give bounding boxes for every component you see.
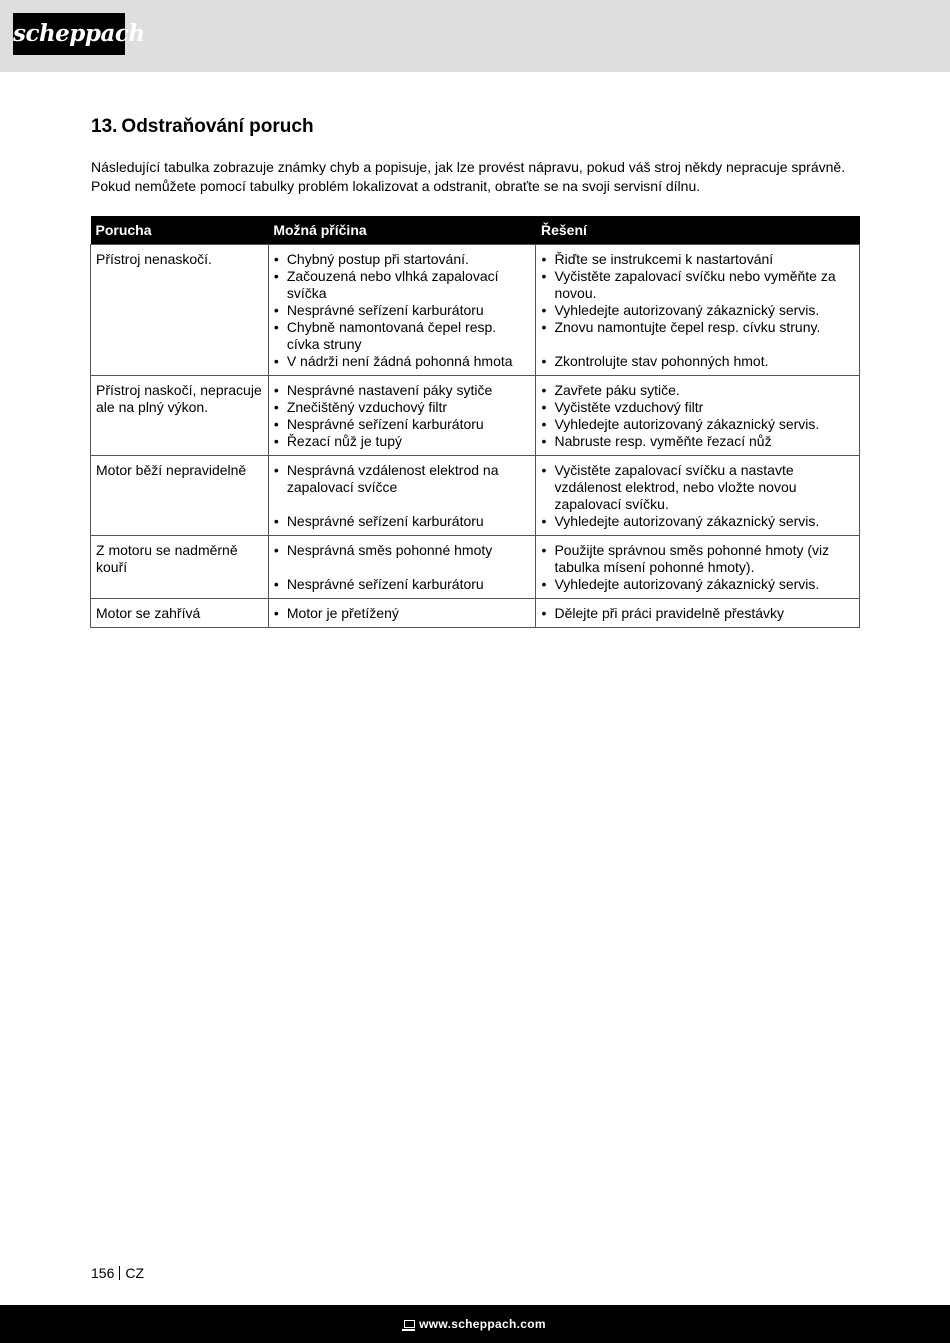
header-fault: Porucha	[91, 216, 269, 245]
cause-cell	[268, 456, 536, 536]
fault-cell: Motor se zahřívá	[91, 599, 269, 628]
section-number: 13.	[91, 116, 118, 137]
table-row	[91, 245, 860, 376]
solution-item: • Znovu namontujte čepel resp. cívku struny.	[541, 319, 854, 336]
solution-cell	[536, 245, 860, 376]
intro-paragraph: Následující tabulka zobrazuje známky chyb a popisuje, jak lze provést nápravu, pokud váš stroj někdy nepracuje správně. Pokud nemůžete pomocí tabulky problém lokalizovat a odstranit, obraťte se na svoji servisní dílnu.	[91, 159, 846, 194]
solution-cell	[536, 456, 860, 536]
solution-item: • Vyhledejte autorizovaný zákaznický servis.	[541, 416, 854, 433]
solution-item: • Vyčistěte zapalovací svíčku nebo vyměňte za novou.	[541, 268, 854, 302]
solution-item: • Vyčistěte vzduchový filtr	[541, 399, 854, 416]
table-row	[91, 599, 860, 628]
fault-cell: Z motoru se nadměrně kouří	[91, 536, 269, 599]
cause-item: • Chybný postup při startování.	[274, 251, 531, 268]
troubleshooting-table	[90, 216, 860, 628]
table-header-row	[91, 216, 860, 245]
cause-item: • Nesprávné seřízení karburátoru	[274, 513, 531, 530]
solution-item: • Vyhledejte autorizovaný zákaznický servis.	[541, 576, 854, 593]
cause-item: • Nesprávné nastavení páky sytiče	[274, 382, 531, 399]
table-row	[91, 376, 860, 456]
page-header	[0, 0, 950, 72]
table-row	[91, 456, 860, 536]
cause-cell	[268, 536, 536, 599]
fault-cell: Přístroj nenaskočí.	[91, 245, 269, 376]
cause-item: • Řezací nůž je tupý	[274, 433, 531, 450]
solution-item: • Vyhledejte autorizovaný zákaznický servis.	[541, 513, 854, 530]
solution-item: • Použijte správnou směs pohonné hmoty (viz tabulka mísení pohonné hmoty).	[541, 542, 854, 576]
cause-item: • Motor je přetížený	[274, 605, 531, 622]
header-solution: Řešení	[536, 216, 860, 245]
cause-item: • V nádrži není žádná pohonná hmota	[274, 353, 531, 370]
solution-item: • Vyhledejte autorizovaný zákaznický servis.	[541, 302, 854, 319]
fault-cell: Přístroj naskočí, nepracuje ale na plný výkon.	[91, 376, 269, 456]
computer-icon	[404, 1320, 415, 1328]
section-title	[91, 116, 314, 138]
solution-cell	[536, 599, 860, 628]
page-footer	[0, 1305, 950, 1343]
cause-cell	[268, 376, 536, 456]
cause-item: • Nesprávná vzdálenost elektrod na zapalovací svíčce	[274, 462, 531, 496]
cause-item: • Nesprávná směs pohonné hmoty	[274, 542, 531, 559]
solution-item: • Zkontrolujte stav pohonných hmot.	[541, 353, 854, 370]
cause-item: • Nesprávné seřízení karburátoru	[274, 416, 531, 433]
cause-cell	[268, 599, 536, 628]
page-language: CZ	[125, 1265, 145, 1281]
cause-item: • Znečištěný vzduchový filtr	[274, 399, 531, 416]
solution-item: • Řiďte se instrukcemi k nastartování	[541, 251, 854, 268]
solution-item: • Vyčistěte zapalovací svíčku a nastavte vzdálenost elektrod, nebo vložte novou zapalovací svíčku.	[541, 462, 854, 513]
solution-cell	[536, 536, 860, 599]
fault-cell: Motor běží nepravidelně	[91, 456, 269, 536]
cause-item: • Nesprávné seřízení karburátoru	[274, 576, 531, 593]
page-number-value: 156	[91, 1265, 115, 1281]
page-number	[91, 1265, 144, 1281]
cause-cell	[268, 245, 536, 376]
cause-item: • Začouzená nebo vlhká zapalovací svíčka	[274, 268, 531, 302]
header-cause: Možná příčina	[268, 216, 536, 245]
solution-item: • Dělejte při práci pravidelně přestávky	[541, 605, 854, 622]
website-link[interactable]: www.scheppach.com	[419, 1317, 546, 1331]
solution-item: • Nabruste resp. vyměňte řezací nůž	[541, 433, 854, 450]
solution-cell	[536, 376, 860, 456]
cause-item: • Nesprávné seřízení karburátoru	[274, 302, 531, 319]
solution-item: • Zavřete páku sytiče.	[541, 382, 854, 399]
brand-logo: scheppach	[13, 13, 125, 55]
page-number-divider	[119, 1266, 120, 1280]
section-title-text: Odstraňování poruch	[121, 116, 314, 137]
table-row	[91, 536, 860, 599]
cause-item: • Chybně namontovaná čepel resp. cívka struny	[274, 319, 531, 353]
